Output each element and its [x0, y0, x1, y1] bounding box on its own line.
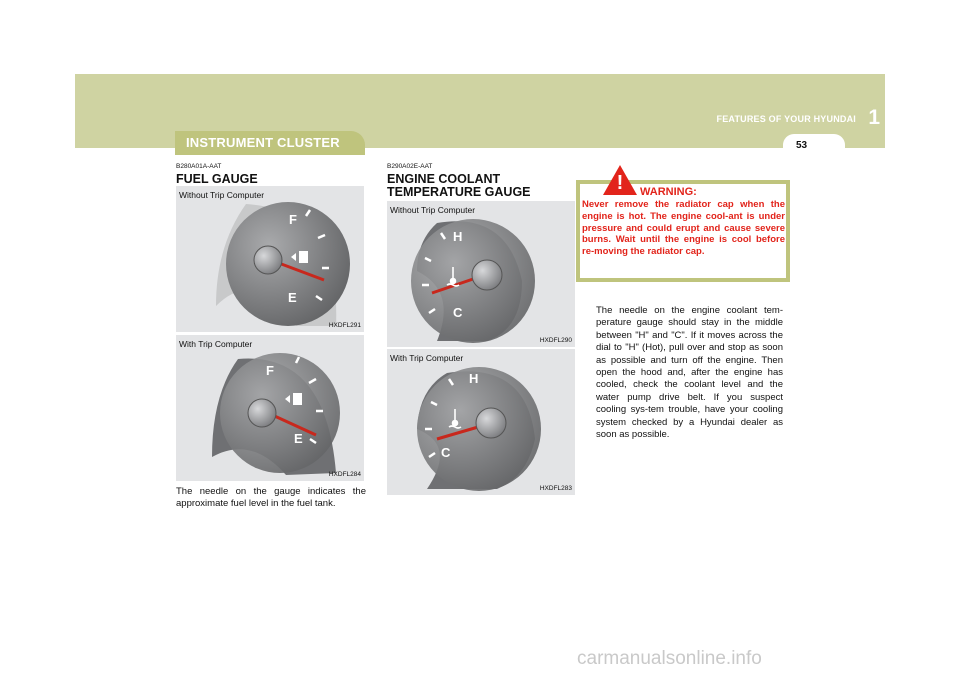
section-title: INSTRUMENT CLUSTER — [186, 135, 340, 150]
fuel-gauge-dial-icon — [176, 186, 364, 332]
page-number-tab — [783, 134, 845, 156]
fuel-fig1-code: HXDFL291 — [328, 322, 361, 329]
warning-text: Never remove the radiator cap when the engine is hot. The engine cool-ant is under pressure and could erupt and cause severe burns. Wait until the engine is cool before re-moving the radiator cap. — [582, 199, 785, 258]
warning-title: WARNING: — [640, 186, 697, 198]
coolant-gauge-heading-line1: ENGINE COOLANT — [387, 172, 501, 186]
coolant-fig2-caption: With Trip Computer — [390, 353, 464, 363]
fuel-label-f-1: F — [289, 212, 297, 227]
temp-label-c-1: C — [453, 305, 463, 320]
fuel-fig2-caption: With Trip Computer — [179, 339, 253, 349]
fuel-label-e-2: E — [294, 431, 303, 446]
coolant-section-code: B290A02E-AAT — [387, 163, 433, 170]
fuel-pump-icon — [299, 251, 308, 263]
coolant-fig2-code: HXDFL283 — [539, 485, 572, 492]
fuel-gauge-figure-1 — [176, 186, 364, 332]
temperature-gauge-dial-icon — [387, 349, 575, 495]
chapter-title: FEATURES OF YOUR HYUNDAI — [716, 114, 856, 124]
fuel-gauge-dial-icon — [176, 335, 364, 481]
coolant-fig1-caption: Without Trip Computer — [390, 205, 476, 215]
temp-label-h-1: H — [453, 229, 463, 244]
fuel-pump-icon — [293, 393, 302, 405]
fuel-gauge-figure-2 — [176, 335, 364, 481]
fuel-fig1-caption: Without Trip Computer — [179, 190, 265, 200]
warning-exclamation: ! — [616, 172, 624, 194]
fuel-section-code: B280A01A-AAT — [176, 163, 222, 170]
temp-label-h-2: H — [469, 371, 479, 386]
temp-label-c-2: C — [441, 445, 451, 460]
chapter-number: 1 — [868, 106, 880, 129]
fuel-gauge-heading: FUEL GAUGE — [176, 172, 258, 186]
page-number: 53 — [796, 140, 808, 151]
coolant-fig1-code: HXDFL290 — [539, 337, 572, 344]
coolant-gauge-description: The needle on the engine coolant tem-perature gauge should stay in the middle between "H" and "C". If it moves across the dial to "H" (Hot), pull over and stop as soon as possible and turn off the engine. Then open the hood and, after the engine has cooled, check the coolant level and the water pump drive belt. If you suspect cooling sys-tem trouble, have your cooling system checked by a Hyundai dealer as soon as possible. — [596, 305, 783, 441]
coolant-gauge-figure-1 — [387, 201, 575, 347]
coolant-gauge-heading-line2: TEMPERATURE GAUGE — [387, 185, 531, 199]
temperature-gauge-dial-icon — [387, 201, 575, 347]
fuel-label-e-1: E — [288, 290, 297, 305]
coolant-gauge-figure-2 — [387, 349, 575, 495]
fuel-label-f-2: F — [266, 363, 274, 378]
fuel-gauge-description: The needle on the gauge indicates the approximate fuel level in the fuel tank. — [176, 486, 366, 510]
fuel-fig2-code: HXDFL284 — [328, 471, 361, 478]
watermark: carmanualsonline.info — [577, 648, 762, 669]
